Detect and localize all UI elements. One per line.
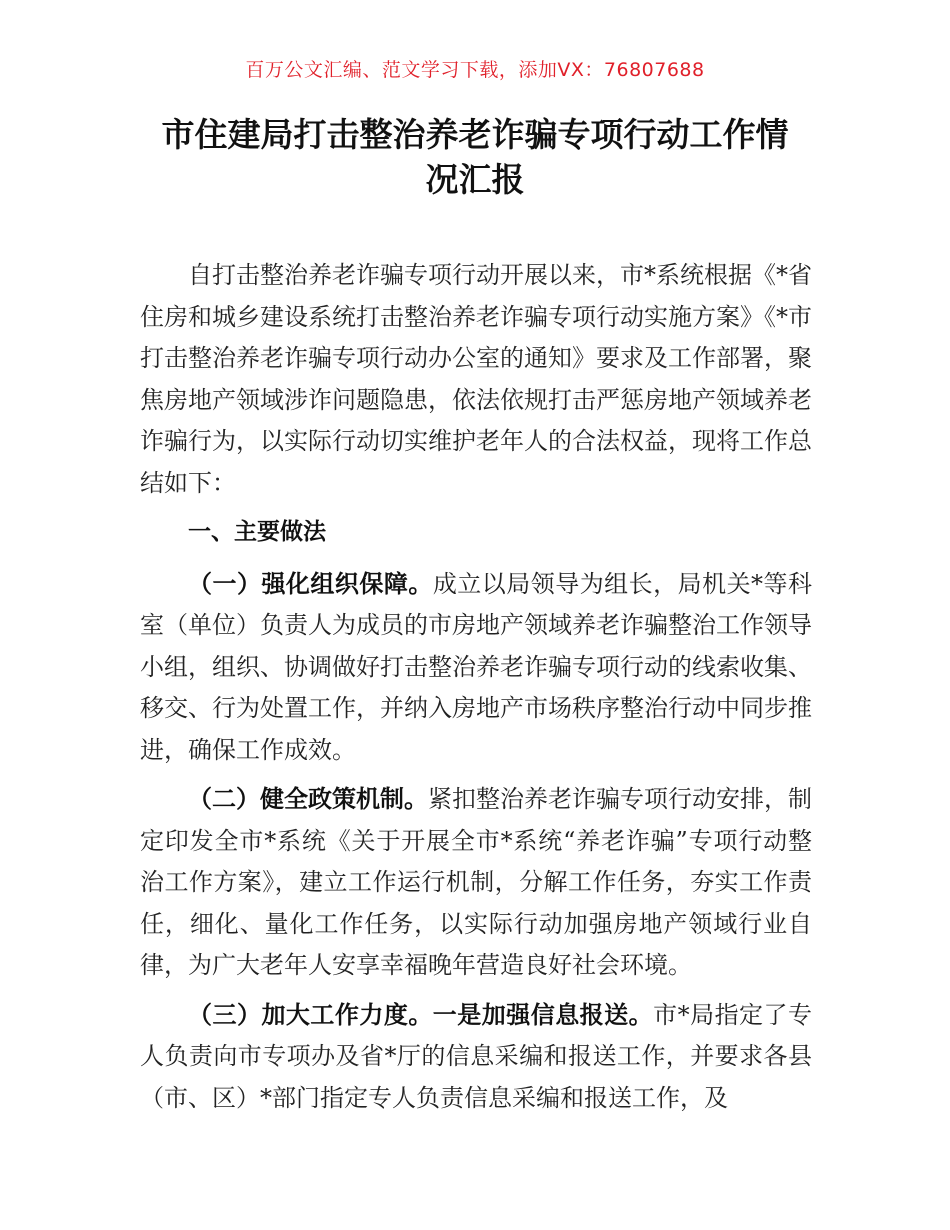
section-heading: 一、主要做法	[188, 519, 326, 545]
item-text: 成立以局领导为组长，局机关*等科室（单位）负责人为成员的市房地产领域养老诈骗整治工作领导小组，组织、协调做好打击整治养老诈骗专项行动的线索收集、移交、行为处置工作，并纳入房地产市场秩序整治行动中同步推进，确保工作成效。	[140, 569, 813, 764]
title-line-2: 况汇报	[425, 160, 525, 199]
item-text: 市*局指定了专人负责向市专项办及省*厅的信息采编和报送工作，并要求各县（市、区）*部门指定专人负责信息采编和报送工作，及	[140, 1000, 813, 1112]
paragraph-item-3	[140, 995, 812, 1120]
document-body	[140, 255, 812, 1127]
item-lead: （三）加大工作力度。一是加强信息报送。	[188, 1000, 654, 1029]
page-title	[120, 112, 830, 202]
paragraph-item-2	[140, 779, 812, 987]
intro-paragraph: 自打击整治养老诈骗专项行动开展以来，市*系统根据《*省住房和城乡建设系统打击整治养老诈骗专项行动实施方案》《*市打击整治养老诈骗专项行动办公室的通知》要求及工作部署，聚焦房地产领域涉诈问题隐患，依法依规打击严惩房地产领域养老诈骗行为，以实际行动切实维护老年人的合法权益，现将工作总结如下：	[140, 261, 812, 497]
watermark-banner: 百万公文汇编、范文学习下载，添加VX：76807688	[245, 59, 705, 81]
item-text: 紧扣整治养老诈骗专项行动安排，制定印发全市*系统《关于开展全市*系统“养老诈骗”专项行动整治工作方案》，建立工作运行机制，分解工作任务，夯实工作责任，细化、量化工作任务，以实际行动加强房地产领域行业自律，为广大老年人安享幸福晚年营造良好社会环境。	[140, 785, 812, 979]
paragraph-item-1	[140, 564, 812, 772]
title-line-1: 市住建局打击整治养老诈骗专项行动工作情	[161, 115, 789, 154]
item-lead: （一）强化组织保障。	[188, 569, 433, 598]
item-lead: （二）健全政策机制。	[188, 785, 428, 813]
